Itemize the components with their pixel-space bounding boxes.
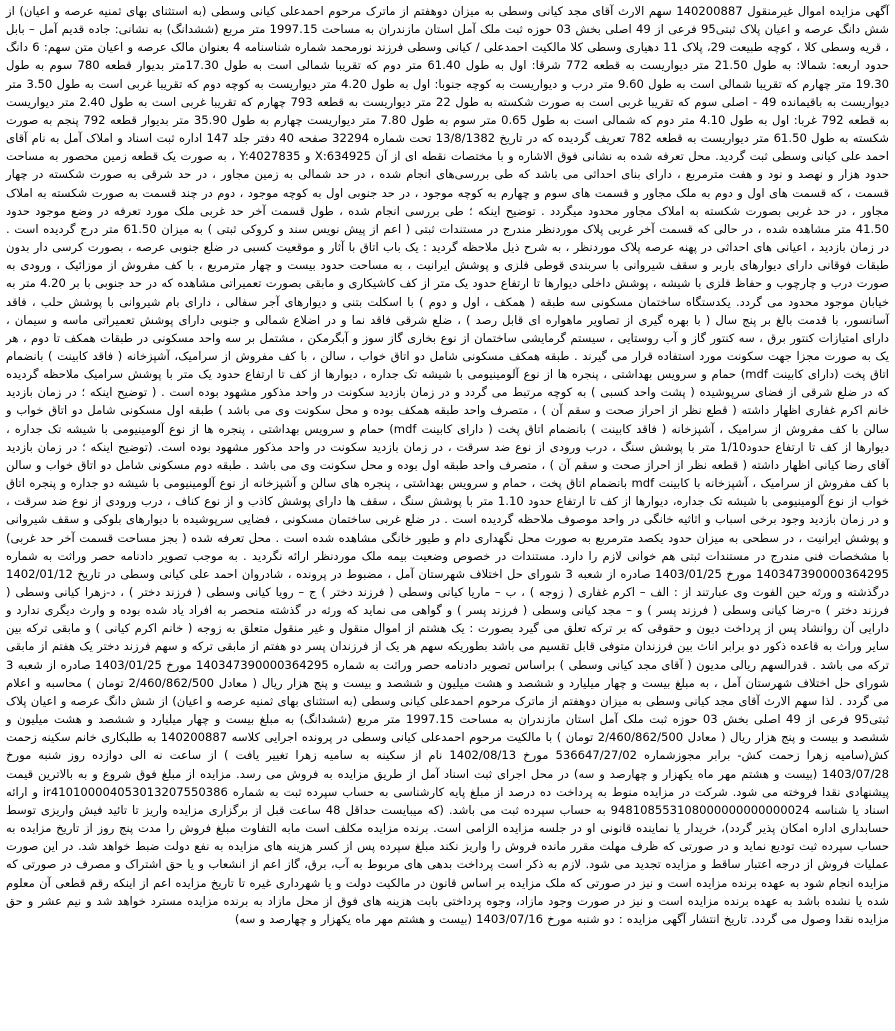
auction-notice-text: آگهی مزایده اموال غیرمنقول 140200887 سهم الارث آقای مجد کیانی وسطی به میزان دوهفتم از ماترک مرحوم احمدعلی کیانی وسطی (به استثنای بهای ثمنیه عرصه و اعیان) از شش دانگ عرصه و اعیان پلاک ثبتی95 فرعی از 49 اصلی بخش 03 حوزه ثبت ملک آمل استان مازندران به مساحت 1997.15 متر مربع (ششدانگ) به نشانی: جاده قدیم آمل – بابل ، قریه وسطی کلا ، کوچه طبیعت 29، پلاک 11 دهیاری وسطی کلا مالکیت احمدعلی / کیانی وسطی فرزند نورمحمد شماره شناسنامه 4 بعنوان مالک عرصه و اعیان متن سهم: 6 دانگ حدود اربعه: شمالا: به طول 21.50 متر دیواریست به قطعه 772 شرقا: اول به طول 61.40 متر دوم که تقریبا شمالی است به طول 17.30متر بدیوار قطعه 780 سوم به طول 19.30 متر چهارم که تقریبا شمالی است به طول 9.60 متر درب و دیواریست به کوچه جنوبا: اول به طول 4.20 متر دیواریست به کوچه دوم که تقریبا غربی است به طول 3.50 متر دیواریست به باقیمانده 49 - اصلی سوم که تقریبا غربی است به صورت شکسته به طول 22 متر دیواریست به قطعه 793 چهارم که تقریبا غربی است به طول 2.40 متر دیواریست به قطعه 792 غربا: اول به طول 4.10 متر دوم که شمالی است به طول 0.65 متر سوم به طول 7.80 متر دیواریست چهارم به طول 35.90 متر بدیوار قطعه 792 پنجم به صورت شکسته به طول 61.50 متر دیواریست به قطعه 782 تعریف گردیده که در تاریخ 13/8/1382 تحت شماره 32294 صفحه 40 دفتر جلد 147 اداره ثبت اسناد و املاک آمل به نام آقای احمد علی کیانی وسطی ثبت گردید. محل تعرفه شده به نشانی فوق الاشاره و با مختصات نقطه ای از آن X:634925 و Y:4027835 ، به صورت یک قطعه زمین محصور به مساحت حدود هزار و نهصد و نود و هفت مترمربع ، دارای بنای احداثی می باشد که طی بررسی‌های انجام شده ، در حد شمالی به زمین مجاور ، در حد شرقی به صورت شکسته در چهار قسمت ، که قسمت های اول و دوم به ملک مجاور و قسمت های سوم و چهارم به کوچه موجود ، در حد جنوبی اول به کوچه موجود ، دوم در چند قسمت به صورت شکسته به املاک مجاور ، در حد غربی بصورت شکسته به املاک مجاور محدود میگردد . توضیح اینکه ؛ طی بررسی انجام شده ، طول قسمت آخر حد غربی ملک مورد تعرفه در وضع موجود حدود 41.50 متر مشاهده شده ، در حالی که قسمت آخر غربی پلاک موردنظر مندرج در مستندات ثبتی ( اعم از پیش نویس سند و کروکی ثبتی ) به میزان 61.50 متر درج گردیده است . در زمان بازدید ، اعیانی های احداثی در پهنه عرصه پلاک موردنظر ، به شرح ذیل ملاحظه گردید : یک باب اتاق با آثار و موقعیت کسبی در ضلع جنوبی عرصه ، بصورت کرسی دار بدون طبقات فوقانی دارای دیوارهای باربر و سقف شیروانی با سربندی قوطی فلزی و پوشش ایرانیت ، به مساحت حدود بیست و چهار مترمربع ، با کف مفروش از موزائیک ، ورودی به صورت درب و چارچوب و حفاظ فلزی با شیشه ، پوشش داخلی دیوارها تا ارتفاع حدود یک متر از کف کاشیکاری و مابقی بصورت تعمیراتی مشاهده که در حد جنوبی با بر 4.20 متر به خیابان موجود محدود می گردد. یکدستگاه ساختمان مسکونی سه طبقه ( همکف ، اول و دوم ) با اسکلت بتنی و دیوارهای آجر سفالی ، دارای بام شیروانی با پوشش حلب ، فاقد آسانسور، با قدمت بالغ بر پنج سال ( با بهره گیری از تصاویر ماهواره ای قابل رصد ) ، ضلع شرقی فاقد نما و در اضلاع شمالی و جنوبی دارای پوشش تعمیراتی ماسه و سیمان ، دارای امتیازات کنتور برق ، سه کنتور گاز و آب روستایی ، سیستم گرمایشی ساختمان از نوع بخاری گاز سوز و آبگرمکن ، مشتمل بر سه واحد مسکونی در طبقات همکف تا دوم ، هر یک به صورت مجزا جهت سکونت مورد استفاده قرار می گیرند . طبقه همکف مسکونی شامل دو اتاق خواب ، سالن ، با کف مفروش از سرامیک، آشپزخانه ( فاقد کابینت ) بانضمام اتاق پخت (دارای کابینت mdf) حمام و سرویس بهداشتی ، پنجره ها از نوع آلومینیومی با شیشه تک جداره ، دیوارها از کف تا ارتفاع حدود یک متر با پوشش سرامیک ملاحظه گردیده که در ضلع شرقی از فضای سرپوشیده ( پشت واحد کسبی ) به کوچه مرتبط می گردد و در زمان بازدید سکونت در واحد مذکور مشهود بوده است . ( توضیح اینکه ؛ در زمان بازدید خانم اکرم غفاری اظهار داشته ( قطع نظر از احراز صحت و سقم آن ) ، متصرف واحد طبقه همکف بوده و محل سکونت وی می باشد ) طبقه اول مسکونی شامل دو اتاق خواب و سالن با کف مفروش از سرامیک ، آشپزخانه ( فاقد کابینت ) بانضمام اتاق پخت ( دارای کابینت mdf) حمام و سرویس بهداشتی ، پنجره ها از نوع آلومینیومی با شیشه تک جداره ، دیوارها از کف تا ارتفاع حدود1/10 متر با پوشش سنگ ، درب ورودی از نوع ضد سرقت ، در زمان بازدید سکونت در واحد مذکور مشهود بوده است. (توضیح اینکه ؛ در زمان بازدید آقای رضا کیانی اظهار داشته ( قطعه نظر از احراز صحت و سقم آن ) ، متصرف واحد طبقه اول بوده و محل سکونت وی می باشد . طبقه دوم مسکونی شامل دو اتاق خواب و سالن با کف مفروش از سرامیک ، آشپزخانه با کابینت mdf بانضمام اتاق پخت ، حمام و سرویس بهداشتی ، پنجره های سالن و آشپزخانه از نوع آلومینیومی با شیشه دو جداره و پنجره اتاق خواب از نوع آلومینیومی با شیشه تک جداره، دیوارها از کف تا ارتفاع حدود 1.10 متر با پوشش سنگ ، سقف ها دارای پوشش کاذب و از نوع کناف ، درب ورودی از نوع ضد سرقت ، و در زمان بازدید وجود برخی اسباب و اثاثیه خانگی در واحد موصوف ملاحظه گردیده است . در ضلع غربی ساختمان مسکونی ، فضایی سرپوشیده با دیوارهای بلوکی و سقف شیروانی و پوشش ایرانیت ، در سطحی به میزان حدود یکصد مترمربع به صورت محل نگهداری دام و طیور خانگی مشاهده شده است . محل تعرفه شده ( بجز مساحت قسمت آخر حد غربی) با مشخصات فنی مندرج در مستندات ثبتی هم خوانی لازم را دارد. مستندات در خصوص وضعیت بیمه ملک موردنظر ارائه نگردید . به موجب تصویر دادنامه حصر وراثت به شماره 140347390000364295 مورخ 1403/01/25 صادره از شعبه 3 شورای حل اختلاف شهرستان آمل ، مضبوط در پرونده ، شادروان احمد علی کیانی وسطی در تاریخ 1402/01/12 درگذشته و ورثه حین الفوت وی عبارتند از : الف – اکرم غفاری ( زوجه ) ، ب – ماریا کیانی وسطی ( فرزند دختر ) ج – رویا کیانی وسطی ( فرزند دختر ) ، د-زهرا کیانی وسطی ( فرزند دختر ) ه-رضا کیانی وسطی ( فرزند پسر ) و – مجد کیانی وسطی ( فرزند پسر ) و گواهی می نماید که ورثه در گذشته منحصر به افراد یاد شده بوده و وارث دیگری ندارد و دارایی آن روانشاد پس از پرداخت دیون و حقوقی که بر ترکه تعلق می گیرد بصورت : یک هشتم از اموال منقول و غیر منقول متعلق به زوجه ( خانم اکرم کیانی ) و مابقی ترکه بین سایر وراث به قاعده ذکور دو برابر اناث بین فرزندان متوفی قابل تقسیم می باشد بطوریکه سهم هر یک از فرزندان پسر دو هفتم از مابقی ترکه و سهم فرزند دختر یک هفتم از مابقی ترکه می باشد . قدرالسهم ریالی مدیون ( آقای مجد کیانی وسطی ) براساس تصویر دادنامه حصر وراثت به شماره 140347390000364295 مورخ 1403/01/25 صادره از شعبه 3 شورای حل اختلاف شهرستان آمل ، به مبلغ بیست و چهار میلیارد و ششصد و هشت میلیون و ششصد و بیست و پنج هزار ریال ( معادل 2/460/862/500 تومان ) محاسبه و اعلام می گردد . لذا سهم الارث آقای مجد کیانی وسطی به میزان دوهفتم از ماترک مرحوم احمدعلی کیانی وسطی (به استثنای بهای ثمنیه عرصه و اعیان) از شش دانگ عرصه و اعیان پلاک ثبتی95 فرعی از 49 اصلی بخش 03 حوزه ثبت ملک آمل استان مازندران به مساحت 1997.15 متر مربع (ششدانگ) به مبلغ بیست و چهار میلیارد و ششصد و هشت میلیون و ششصد و بیست و پنج هزار ریال ( معادل 2/460/862/500 تومان ) با مالکیت مرحوم احمدعلی کیانی وسطی در پرونده اجرایی کلاسه 140200887 به طلبکاری خانم سکینه زحمت کش(سامیه زهرا زحمت کش- برابر مجوزشماره 536647/27/02 مورخ 1402/08/13 نام از سکینه به سامیه زهرا تغییر یافت ) از ساعت نه الی دوازده روز شنبه مورخ 1403/07/28 (بیست و هشتم مهر ماه یکهزار و چهارصد و سه) در محل اجرای ثبت اسناد آمل از طریق مزایده به فروش می رسد. مزایده از مبلغ فوق شروع و به بالاترین قیمت پیشنهادی نقدا فروخته می شود. شرکت در مزایده منوط به پرداخت ده درصد از مبلغ پایه کارشناسی به حساب سپرده ثبت به شماره ir410100004053013207550386 و ارائه اسناد یا شناسه 948108553108000000000000024 به حساب سپرده ثبت می باشد. (که میبایست حداقل 48 ساعت قبل از برگزاری مزایده واریز تا تائید فیش واریزی توسط حسابداری اداره امکان پذیر گردد)، خریدار یا نماینده قانونی او در جلسه مزایده الزامی است. برنده مزایده مکلف است مابه التفاوت مبلغ فروش را مدت پنج روز از تاریخ مزایده به حساب سپرده ثبت تودیع نماید و در صورتی که ظرف مهلت مقرر مانده فروش را واریز نکند مبلغ سپرده پس از کسر هزینه های مزایده به نفع دولت ضبط خواهد شد. در این صورت عملیات فروش از درجه اعتبار ساقط و مزایده تجدید می شود. لازم به ذکر است پرداخت بدهی های مربوط به آب، برق، گاز اعم از انشعاب و یا حق اشتراک و مصرف در صورتی که مزایده انجام شود به عهده برنده مزایده است و نیز در صورتی که ملک مزایده بر اساس قانون در مالکیت دولت و یا شهرداری غیره تا تاریخ مزایده اعم از اینکه رقم قطعی آن معلوم شده یا نشده باشد به عهده برنده مزایده است و نیز در صورت وجود مازاد، وجوه پرداختی بابت هزینه های فوق از محل مازاد به برنده مزایده مسترد خواهد شد و نیم عشر و حق مزایده نقدا وصول می گردد. تاریخ انتشار آگهی مزایده : دو شنبه مورخ 1403/07/16 (بیست و هشتم مهر ماه یکهزار و چهارصد و سه) bbox=[6, 4, 890, 926]
